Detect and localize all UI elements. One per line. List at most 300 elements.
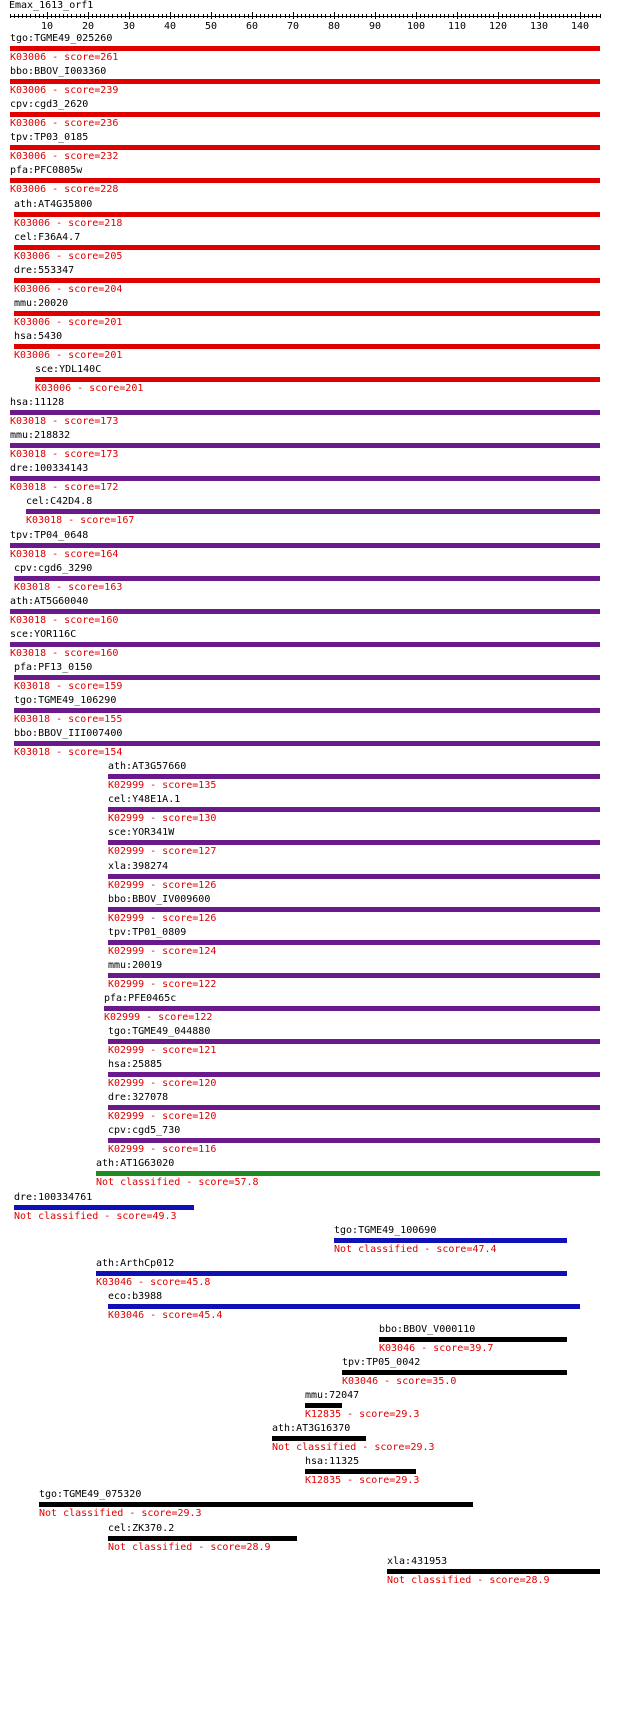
x-minor-tick	[444, 14, 445, 18]
hit-name[interactable]: sce:YOR341W	[108, 827, 175, 838]
hit-bar[interactable]	[10, 178, 600, 183]
hit-score-label[interactable]: K03018 - score=155	[14, 714, 123, 725]
x-minor-tick	[268, 14, 269, 18]
hit-bar[interactable]	[14, 1205, 194, 1210]
hit-score-label[interactable]: K03006 - score=218	[14, 218, 123, 229]
x-minor-tick	[26, 14, 27, 18]
x-minor-tick	[223, 14, 224, 18]
x-minor-tick	[485, 14, 486, 18]
hit-bar[interactable]	[10, 46, 600, 51]
x-minor-tick	[231, 14, 232, 18]
hit-name[interactable]: tgo:TGME49_075320	[39, 1489, 142, 1500]
x-major-tick	[498, 12, 499, 19]
x-minor-tick	[121, 14, 122, 18]
hit-score-label[interactable]: K03018 - score=164	[10, 549, 119, 560]
x-minor-tick	[493, 14, 494, 18]
x-minor-tick	[592, 14, 593, 18]
hit-bar[interactable]	[108, 1138, 600, 1143]
hit-score-label[interactable]: K03018 - score=159	[14, 681, 123, 692]
x-minor-tick	[285, 14, 286, 18]
hit-score-label[interactable]: K02999 - score=116	[108, 1144, 217, 1155]
x-minor-tick	[514, 14, 515, 18]
hit-bar[interactable]	[14, 311, 600, 316]
x-major-tick	[252, 12, 253, 19]
hit-bar[interactable]	[108, 1105, 600, 1110]
hit-score-label[interactable]: K02999 - score=122	[104, 1012, 213, 1023]
hit-bar[interactable]	[108, 973, 600, 978]
hit-score-label[interactable]: K02999 - score=127	[108, 846, 217, 857]
hit-score-label[interactable]: K03006 - score=261	[10, 52, 119, 63]
x-minor-tick	[166, 14, 167, 18]
hit-score-label[interactable]: K03006 - score=201	[35, 383, 144, 394]
hit-name[interactable]: cel:C42D4.8	[26, 496, 93, 507]
hit-score-label[interactable]: Not classified - score=28.9	[108, 1542, 271, 1553]
x-minor-tick	[30, 14, 31, 18]
hit-name[interactable]: cel:Y48E1A.1	[108, 794, 181, 805]
x-minor-tick	[473, 14, 474, 18]
x-minor-tick	[280, 14, 281, 18]
x-minor-tick	[436, 14, 437, 18]
x-minor-tick	[272, 14, 273, 18]
x-minor-tick	[125, 14, 126, 18]
x-minor-tick	[317, 14, 318, 18]
x-minor-tick	[563, 14, 564, 18]
x-minor-tick	[264, 14, 265, 18]
hit-name[interactable]: hsa:11325	[305, 1456, 360, 1467]
x-minor-tick	[465, 14, 466, 18]
hit-bar[interactable]	[108, 1304, 580, 1309]
x-tick-label: 80	[327, 21, 341, 32]
hit-bar[interactable]	[334, 1238, 567, 1243]
hit-name[interactable]: tgo:TGME49_106290	[14, 695, 117, 706]
hit-name[interactable]: cel:ZK370.2	[108, 1523, 175, 1534]
x-tick-label: 30	[122, 21, 136, 32]
x-minor-tick	[51, 14, 52, 18]
hit-bar[interactable]	[108, 1072, 600, 1077]
hit-score-label[interactable]: Not classified - score=47.4	[334, 1244, 497, 1255]
hit-name[interactable]: pfa:PFE0465c	[104, 993, 177, 1004]
x-minor-tick	[379, 14, 380, 18]
x-minor-tick	[108, 14, 109, 18]
x-minor-tick	[387, 14, 388, 18]
x-minor-tick	[596, 14, 597, 18]
hit-name[interactable]: tpv:TP01_0809	[108, 927, 187, 938]
hit-name[interactable]: cpv:cgd6_3290	[14, 563, 93, 574]
hit-score-label[interactable]: K03018 - score=173	[10, 449, 119, 460]
x-minor-tick	[186, 14, 187, 18]
x-minor-tick	[18, 14, 19, 18]
hit-score-label[interactable]: K03006 - score=205	[14, 251, 123, 262]
hit-name[interactable]: xla:431953	[387, 1556, 448, 1567]
hit-bar[interactable]	[14, 245, 600, 250]
hit-bar[interactable]	[10, 443, 600, 448]
x-tick-label: 40	[163, 21, 177, 32]
hit-name[interactable]: mmu:72047	[305, 1390, 360, 1401]
x-minor-tick	[22, 14, 23, 18]
x-minor-tick	[162, 14, 163, 18]
hit-bar[interactable]	[14, 708, 600, 713]
hit-name[interactable]: tgo:TGME49_025260	[10, 33, 113, 44]
hit-name[interactable]: mmu:20020	[14, 298, 69, 309]
x-minor-tick	[117, 14, 118, 18]
hit-bar[interactable]	[108, 1039, 600, 1044]
hit-score-label[interactable]: K02999 - score=135	[108, 780, 217, 791]
hit-bar[interactable]	[108, 940, 600, 945]
x-minor-tick	[145, 14, 146, 18]
hit-score-label[interactable]: K02999 - score=126	[108, 913, 217, 924]
hit-score-label[interactable]: Not classified - score=29.3	[39, 1508, 202, 1519]
x-major-tick	[170, 12, 171, 19]
hit-score-label[interactable]: K03046 - score=39.7	[379, 1343, 494, 1354]
x-minor-tick	[84, 14, 85, 18]
hit-name[interactable]: dre:327078	[108, 1092, 169, 1103]
hit-bar[interactable]	[108, 1536, 297, 1541]
hit-name[interactable]: ath:AT3G57660	[108, 761, 187, 772]
x-minor-tick	[412, 14, 413, 18]
x-tick-label: 10	[40, 21, 54, 32]
x-minor-tick	[92, 14, 93, 18]
hit-name[interactable]: eco:b3988	[108, 1291, 163, 1302]
x-minor-tick	[227, 14, 228, 18]
x-tick-label: 140	[570, 21, 590, 32]
hit-bar[interactable]	[14, 576, 600, 581]
hit-bar[interactable]	[14, 675, 600, 680]
x-tick-label: 120	[488, 21, 508, 32]
hit-name[interactable]: hsa:11128	[10, 397, 65, 408]
hit-score-label[interactable]: K03006 - score=228	[10, 184, 119, 195]
hit-bar[interactable]	[14, 212, 600, 217]
hit-bar[interactable]	[305, 1469, 416, 1474]
hit-bar[interactable]	[10, 145, 600, 150]
hit-score-label[interactable]: Not classified - score=28.9	[387, 1575, 550, 1586]
x-minor-tick	[534, 14, 535, 18]
hit-name[interactable]: bbo:BBOV_IV009600	[108, 894, 211, 905]
x-minor-tick	[526, 14, 527, 18]
x-tick-label: 60	[245, 21, 259, 32]
x-minor-tick	[39, 14, 40, 18]
x-minor-tick	[366, 14, 367, 18]
hit-bar[interactable]	[272, 1436, 366, 1441]
x-minor-tick	[80, 14, 81, 18]
hit-name[interactable]: dre:100334761	[14, 1192, 93, 1203]
x-minor-tick	[276, 14, 277, 18]
x-minor-tick	[354, 14, 355, 18]
x-minor-tick	[71, 14, 72, 18]
hit-name[interactable]: xla:398274	[108, 861, 169, 872]
x-minor-tick	[10, 14, 11, 18]
hit-name[interactable]: mmu:20019	[108, 960, 163, 971]
x-minor-tick	[383, 14, 384, 18]
x-major-tick	[539, 12, 540, 19]
x-minor-tick	[588, 14, 589, 18]
x-minor-tick	[194, 14, 195, 18]
hit-score-label[interactable]: K03018 - score=160	[10, 615, 119, 626]
x-major-tick	[457, 12, 458, 19]
hit-bar[interactable]	[10, 410, 600, 415]
x-major-tick	[129, 12, 130, 19]
query-title: Emax_1613_orf1	[9, 0, 94, 11]
x-minor-tick	[432, 14, 433, 18]
x-minor-tick	[522, 14, 523, 18]
x-minor-tick	[174, 14, 175, 18]
hit-name[interactable]: tgo:TGME49_044880	[108, 1026, 211, 1037]
hit-name[interactable]: ath:AT5G60040	[10, 596, 89, 607]
x-minor-tick	[403, 14, 404, 18]
hit-score-label[interactable]: K03006 - score=239	[10, 85, 119, 96]
x-minor-tick	[137, 14, 138, 18]
x-minor-tick	[567, 14, 568, 18]
x-minor-tick	[35, 14, 36, 18]
hit-bar[interactable]	[10, 79, 600, 84]
x-minor-tick	[530, 14, 531, 18]
hit-name[interactable]: tpv:TP04_0648	[10, 530, 89, 541]
x-minor-tick	[321, 14, 322, 18]
hit-score-label[interactable]: K02999 - score=121	[108, 1045, 217, 1056]
x-major-tick	[293, 12, 294, 19]
x-minor-tick	[342, 14, 343, 18]
x-minor-tick	[215, 14, 216, 18]
x-minor-tick	[182, 14, 183, 18]
x-minor-tick	[76, 14, 77, 18]
x-minor-tick	[141, 14, 142, 18]
hit-name[interactable]: ath:ArthCp012	[96, 1258, 175, 1269]
x-minor-tick	[149, 14, 150, 18]
x-minor-tick	[399, 14, 400, 18]
x-minor-tick	[219, 14, 220, 18]
hit-score-label[interactable]: K03006 - score=232	[10, 151, 119, 162]
x-minor-tick	[420, 14, 421, 18]
x-minor-tick	[395, 14, 396, 18]
hit-bar[interactable]	[108, 774, 600, 779]
x-minor-tick	[198, 14, 199, 18]
hit-name[interactable]: cpv:cgd5_730	[108, 1125, 181, 1136]
x-tick-label: 70	[286, 21, 300, 32]
x-minor-tick	[301, 14, 302, 18]
x-minor-tick	[63, 14, 64, 18]
x-minor-tick	[346, 14, 347, 18]
hit-name[interactable]: ath:AT1G63020	[96, 1158, 175, 1169]
x-minor-tick	[305, 14, 306, 18]
hit-bar[interactable]	[379, 1337, 567, 1342]
hit-bar[interactable]	[10, 609, 600, 614]
x-minor-tick	[559, 14, 560, 18]
hit-bar[interactable]	[14, 741, 600, 746]
hit-score-label[interactable]: K02999 - score=124	[108, 946, 217, 957]
x-minor-tick	[178, 14, 179, 18]
hit-name[interactable]: pfa:PFC0805w	[10, 165, 83, 176]
hit-score-label[interactable]: K03018 - score=172	[10, 482, 119, 493]
x-minor-tick	[407, 14, 408, 18]
hit-bar[interactable]	[10, 543, 600, 548]
hit-bar[interactable]	[96, 1171, 600, 1176]
x-tick-label: 20	[81, 21, 95, 32]
x-minor-tick	[100, 14, 101, 18]
hit-score-label[interactable]: Not classified - score=29.3	[272, 1442, 435, 1453]
x-minor-tick	[158, 14, 159, 18]
hit-name[interactable]: sce:YDL140C	[35, 364, 102, 375]
x-minor-tick	[55, 14, 56, 18]
x-minor-tick	[469, 14, 470, 18]
x-minor-tick	[547, 14, 548, 18]
x-minor-tick	[551, 14, 552, 18]
x-minor-tick	[584, 14, 585, 18]
x-minor-tick	[477, 14, 478, 18]
x-major-tick	[88, 12, 89, 19]
x-tick-label: 110	[447, 21, 467, 32]
x-minor-tick	[190, 14, 191, 18]
hit-name[interactable]: ath:AT4G35800	[14, 199, 93, 210]
x-minor-tick	[67, 14, 68, 18]
hit-score-label[interactable]: K02999 - score=122	[108, 979, 217, 990]
x-minor-tick	[453, 14, 454, 18]
x-minor-tick	[506, 14, 507, 18]
hit-bar[interactable]	[14, 278, 600, 283]
x-minor-tick	[510, 14, 511, 18]
x-minor-tick	[428, 14, 429, 18]
hit-score-label[interactable]: K03046 - score=45.4	[108, 1310, 223, 1321]
hit-bar[interactable]	[14, 344, 600, 349]
x-minor-tick	[518, 14, 519, 18]
hit-name[interactable]: mmu:218832	[10, 430, 71, 441]
x-minor-tick	[297, 14, 298, 18]
hit-name[interactable]: dre:553347	[14, 265, 75, 276]
x-tick-label: 50	[204, 21, 218, 32]
hit-name[interactable]: ath:AT3G16370	[272, 1423, 351, 1434]
hit-name[interactable]: bbo:BBOV_I003360	[10, 66, 107, 77]
hit-score-label[interactable]: K02999 - score=130	[108, 813, 217, 824]
hit-score-label[interactable]: K03006 - score=204	[14, 284, 123, 295]
x-minor-tick	[543, 14, 544, 18]
x-minor-tick	[575, 14, 576, 18]
x-minor-tick	[555, 14, 556, 18]
x-minor-tick	[330, 14, 331, 18]
hit-bar[interactable]	[10, 112, 600, 117]
hit-score-label[interactable]: K03006 - score=201	[14, 350, 123, 361]
x-minor-tick	[96, 14, 97, 18]
hit-bar[interactable]	[108, 907, 600, 912]
x-minor-tick	[461, 14, 462, 18]
x-minor-tick	[260, 14, 261, 18]
x-minor-tick	[104, 14, 105, 18]
x-minor-tick	[424, 14, 425, 18]
x-tick-label: 100	[406, 21, 426, 32]
x-minor-tick	[112, 14, 113, 18]
x-minor-tick	[248, 14, 249, 18]
x-minor-tick	[313, 14, 314, 18]
x-minor-tick	[489, 14, 490, 18]
hit-score-label[interactable]: K03018 - score=160	[10, 648, 119, 659]
hit-score-label[interactable]: K03018 - score=173	[10, 416, 119, 427]
x-minor-tick	[239, 14, 240, 18]
x-minor-tick	[371, 14, 372, 18]
x-minor-tick	[350, 14, 351, 18]
hit-bar[interactable]	[108, 874, 600, 879]
hit-name[interactable]: dre:100334143	[10, 463, 89, 474]
x-minor-tick	[309, 14, 310, 18]
x-minor-tick	[289, 14, 290, 18]
hit-bar[interactable]	[39, 1502, 473, 1507]
x-minor-tick	[391, 14, 392, 18]
hit-bar[interactable]	[342, 1370, 567, 1375]
x-minor-tick	[43, 14, 44, 18]
hit-bar[interactable]	[10, 476, 600, 481]
hit-bar[interactable]	[387, 1569, 600, 1574]
hit-score-label[interactable]: K02999 - score=126	[108, 880, 217, 891]
x-minor-tick	[207, 14, 208, 18]
hit-score-label[interactable]: Not classified - score=49.3	[14, 1211, 177, 1222]
x-minor-tick	[362, 14, 363, 18]
hit-score-label[interactable]: Not classified - score=57.8	[96, 1177, 259, 1188]
hit-name[interactable]: tpv:TP05_0042	[342, 1357, 421, 1368]
hit-name[interactable]: tgo:TGME49_100690	[334, 1225, 437, 1236]
hit-name[interactable]: hsa:5430	[14, 331, 63, 342]
hit-score-label[interactable]: K12835 - score=29.3	[305, 1409, 420, 1420]
x-major-tick	[416, 12, 417, 19]
hit-name[interactable]: sce:YOR116C	[10, 629, 77, 640]
hit-score-label[interactable]: K03006 - score=201	[14, 317, 123, 328]
hit-name[interactable]: cpv:cgd3_2620	[10, 99, 89, 110]
x-minor-tick	[358, 14, 359, 18]
x-minor-tick	[325, 14, 326, 18]
hit-score-label[interactable]: K02999 - score=120	[108, 1111, 217, 1122]
x-minor-tick	[14, 14, 15, 18]
hit-name[interactable]: pfa:PF13_0150	[14, 662, 93, 673]
x-tick-label: 90	[368, 21, 382, 32]
x-minor-tick	[256, 14, 257, 18]
x-minor-tick	[502, 14, 503, 18]
x-minor-tick	[59, 14, 60, 18]
hit-name[interactable]: tpv:TP03_0185	[10, 132, 89, 143]
hit-bar[interactable]	[104, 1006, 600, 1011]
hit-name[interactable]: hsa:25885	[108, 1059, 163, 1070]
hit-name[interactable]: cel:F36A4.7	[14, 232, 81, 243]
hit-score-label[interactable]: K03006 - score=236	[10, 118, 119, 129]
hit-score-label[interactable]: K03018 - score=167	[26, 515, 135, 526]
hit-bar[interactable]	[35, 377, 600, 382]
hit-score-label[interactable]: K12835 - score=29.3	[305, 1475, 420, 1486]
hit-bar[interactable]	[96, 1271, 567, 1276]
x-major-tick	[47, 12, 48, 19]
hit-bar[interactable]	[108, 807, 600, 812]
x-minor-tick	[600, 14, 601, 18]
hit-bar[interactable]	[26, 509, 600, 514]
hit-bar[interactable]	[10, 642, 600, 647]
x-tick-label: 130	[529, 21, 549, 32]
hit-score-label[interactable]: K03046 - score=45.8	[96, 1277, 211, 1288]
x-minor-tick	[481, 14, 482, 18]
x-minor-tick	[244, 14, 245, 18]
hit-score-label[interactable]: K02999 - score=120	[108, 1078, 217, 1089]
hit-name[interactable]: bbo:BBOV_V000110	[379, 1324, 476, 1335]
x-major-tick	[334, 12, 335, 19]
x-major-tick	[211, 12, 212, 19]
hit-score-label[interactable]: K03018 - score=163	[14, 582, 123, 593]
x-minor-tick	[133, 14, 134, 18]
x-minor-tick	[153, 14, 154, 18]
hit-bar[interactable]	[305, 1403, 342, 1408]
hit-bar[interactable]	[108, 840, 600, 845]
x-minor-tick	[338, 14, 339, 18]
hit-name[interactable]: bbo:BBOV_III007400	[14, 728, 123, 739]
x-major-tick	[375, 12, 376, 19]
x-minor-tick	[448, 14, 449, 18]
x-minor-tick	[235, 14, 236, 18]
x-minor-tick	[440, 14, 441, 18]
x-minor-tick	[571, 14, 572, 18]
x-major-tick	[580, 12, 581, 19]
hit-score-label[interactable]: K03046 - score=35.0	[342, 1376, 457, 1387]
hit-score-label[interactable]: K03018 - score=154	[14, 747, 123, 758]
